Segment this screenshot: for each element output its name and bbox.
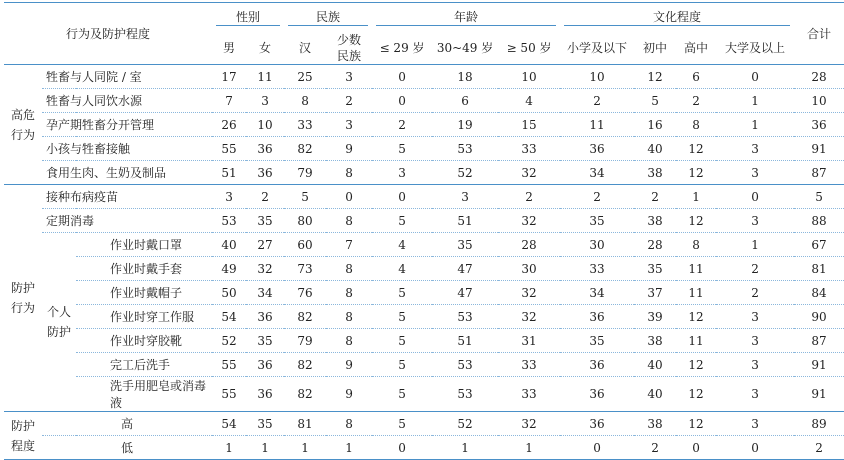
cell-value: 2 (716, 257, 794, 281)
cell-value: 2 (326, 89, 372, 113)
cell-value: 8 (326, 412, 372, 436)
cell-value: 8 (676, 233, 716, 257)
table-row (4, 137, 844, 161)
cell-value: 18 (432, 65, 498, 89)
header-gender (212, 3, 284, 32)
header-minority (326, 31, 372, 65)
header-edu-a: 小学及以下 (560, 31, 634, 65)
cell-value: 89 (794, 412, 844, 436)
cell-value: 36 (560, 137, 634, 161)
cell-value: 30 (560, 233, 634, 257)
cell-value: 11 (676, 257, 716, 281)
cell-value: 88 (794, 209, 844, 233)
row-label: 定期消毒 (42, 209, 212, 233)
cell-value: 5 (372, 353, 432, 377)
cell-value: 1 (432, 436, 498, 460)
cell-value: 0 (716, 436, 794, 460)
cell-value: 0 (372, 65, 432, 89)
cell-value: 53 (457, 387, 473, 401)
cell-value: 3 (716, 329, 794, 353)
cell-value: 6 (676, 65, 716, 89)
cell-value: 8 (284, 89, 326, 113)
cell-value: 15 (498, 113, 560, 137)
cell-value: 1 (212, 436, 246, 460)
cell-value: 36 (246, 137, 284, 161)
cell-value: 82 (284, 137, 326, 161)
cell-value: 37 (634, 281, 676, 305)
cell-value: 36 (246, 305, 284, 329)
header-minority-line1: 少数 (337, 32, 362, 47)
cell-value: 54 (212, 305, 246, 329)
cell-value: 0 (372, 89, 432, 113)
cell-value: 3 (716, 305, 794, 329)
cell-value: 1 (716, 113, 794, 137)
cell-value: 40 (634, 137, 676, 161)
cell-value: 35 (246, 412, 284, 436)
cell-value: 53 (432, 305, 498, 329)
cell-value: 9 (345, 387, 353, 401)
cell-value: 2 (560, 185, 634, 209)
cell-value: 12 (676, 137, 716, 161)
cell-value: 33 (498, 137, 560, 161)
header-gender-label: 性别 (216, 8, 280, 26)
cell-value: 87 (811, 165, 827, 180)
cell-value: 53 (432, 353, 498, 377)
cell-value: 40 (634, 353, 676, 377)
cell-value: 12 (688, 387, 704, 401)
cell-value: 81 (794, 257, 844, 281)
cell-value: 28 (498, 233, 560, 257)
cell-value: 36 (560, 353, 634, 377)
row-label: 接种布病疫苗 (42, 185, 212, 209)
cell-value: 9 (326, 353, 372, 377)
cell-value: 0 (560, 436, 634, 460)
header-age-b: 30~49 岁 (432, 31, 498, 65)
data-table (4, 2, 844, 460)
cell-value: 3 (432, 185, 498, 209)
cell-value: 38 (634, 412, 676, 436)
cell-value: 16 (634, 113, 676, 137)
cell-value: 27 (246, 233, 284, 257)
cell-value: 0 (716, 185, 794, 209)
cell-value: 47 (432, 257, 498, 281)
table-row (4, 89, 844, 113)
cell-value: 35 (560, 209, 634, 233)
cell-value: 35 (560, 329, 634, 353)
table-row (4, 185, 844, 209)
group-high-risk-line1: 高危 (10, 107, 35, 122)
cell-value: 36 (560, 305, 634, 329)
cell-value: 10 (498, 65, 560, 89)
cell-value: 51 (221, 165, 237, 180)
group-level-line1: 防护 (10, 418, 35, 433)
header-age-c: ≥ 50 岁 (498, 31, 560, 65)
cell-value: 40 (212, 233, 246, 257)
cell-value: 12 (676, 209, 716, 233)
cell-value: 31 (498, 329, 560, 353)
table-row (4, 305, 844, 329)
cell-value: 76 (284, 281, 326, 305)
row-label: 食用生肉、生奶及制品 (46, 166, 167, 180)
cell-value: 12 (688, 165, 704, 180)
cell-value: 1 (716, 233, 794, 257)
row-label: 作业时戴口罩 (76, 233, 212, 257)
row-label: 作业时穿胶靴 (76, 329, 212, 353)
cell-value: 36 (560, 412, 634, 436)
cell-value: 36 (257, 387, 273, 401)
header-ethnicity (284, 3, 372, 32)
cell-value: 32 (498, 412, 560, 436)
cell-value: 67 (794, 233, 844, 257)
row-label: 牲畜与人同院 / 室 (42, 65, 212, 89)
cell-value: 84 (794, 281, 844, 305)
cell-value: 35 (246, 329, 284, 353)
cell-value: 79 (284, 329, 326, 353)
table-row (4, 65, 844, 89)
cell-value: 3 (326, 113, 372, 137)
cell-value: 8 (676, 113, 716, 137)
cell-value: 3 (751, 387, 759, 401)
cell-value: 4 (372, 233, 432, 257)
cell-value: 10 (794, 89, 844, 113)
group-high-risk (4, 65, 42, 185)
cell-value: 5 (372, 281, 432, 305)
row-label: 小孩与牲畜接触 (42, 137, 212, 161)
cell-value: 2 (634, 436, 676, 460)
cell-value: 51 (432, 329, 498, 353)
cell-value: 2 (716, 281, 794, 305)
cell-value: 50 (212, 281, 246, 305)
header-edu-c: 高中 (676, 31, 716, 65)
cell-value: 28 (794, 65, 844, 89)
group-personal (42, 233, 76, 412)
cell-value: 0 (716, 65, 794, 89)
cell-value: 9 (326, 137, 372, 161)
cell-value: 12 (676, 353, 716, 377)
cell-value: 1 (284, 436, 326, 460)
cell-value: 26 (212, 113, 246, 137)
cell-value: 5 (372, 329, 432, 353)
cell-value: 33 (521, 387, 537, 401)
cell-value: 4 (372, 257, 432, 281)
cell-value: 34 (246, 281, 284, 305)
cell-value: 8 (326, 329, 372, 353)
cell-value: 3 (716, 209, 794, 233)
header-edu-b: 初中 (634, 31, 676, 65)
header-total: 合计 (794, 3, 844, 65)
cell-value: 35 (432, 233, 498, 257)
cell-value: 10 (560, 65, 634, 89)
cell-value: 5 (284, 185, 326, 209)
cell-value: 8 (345, 165, 353, 180)
group-personal-line2: 防护 (46, 325, 71, 339)
table-row (4, 329, 844, 353)
cell-value: 82 (284, 305, 326, 329)
cell-value: 91 (794, 353, 844, 377)
row-label: 作业时穿工作服 (76, 305, 212, 329)
cell-value: 11 (560, 113, 634, 137)
cell-value: 3 (246, 89, 284, 113)
cell-value: 87 (794, 329, 844, 353)
cell-value: 32 (246, 257, 284, 281)
cell-value: 3 (212, 185, 246, 209)
cell-value: 11 (246, 65, 284, 89)
row-label: 高 (42, 412, 212, 436)
cell-value: 0 (326, 185, 372, 209)
cell-value: 1 (498, 436, 560, 460)
cell-value: 52 (212, 329, 246, 353)
row-label: 低 (42, 436, 212, 460)
table-row (4, 436, 844, 460)
cell-value: 1 (246, 436, 284, 460)
cell-value: 8 (326, 209, 372, 233)
cell-value: 5 (372, 305, 432, 329)
table-body (4, 65, 844, 460)
cell-value: 12 (634, 65, 676, 89)
table-row (4, 113, 844, 137)
cell-value: 3 (326, 65, 372, 89)
cell-value: 51 (432, 209, 498, 233)
row-label: 孕产期牲畜分开管理 (42, 113, 212, 137)
group-level-line2: 程度 (10, 438, 35, 453)
cell-value: 55 (212, 353, 246, 377)
cell-value: 60 (284, 233, 326, 257)
group-personal-line1: 个人 (46, 305, 71, 319)
cell-value: 53 (432, 137, 498, 161)
cell-value: 5 (794, 185, 844, 209)
cell-value: 1 (676, 185, 716, 209)
cell-value: 90 (794, 305, 844, 329)
cell-value: 79 (297, 165, 313, 180)
cell-value: 1 (326, 436, 372, 460)
cell-value: 91 (811, 387, 827, 401)
header-education-label: 文化程度 (564, 8, 790, 26)
header-minority-line2: 民族 (337, 48, 362, 63)
cell-value: 47 (432, 281, 498, 305)
cell-value: 2 (246, 185, 284, 209)
row-label: 洗手用肥皂或消毒液 (110, 379, 207, 410)
cell-value: 11 (676, 281, 716, 305)
cell-value: 6 (432, 89, 498, 113)
cell-value: 8 (326, 281, 372, 305)
table-row (4, 353, 844, 377)
table-row (4, 377, 844, 412)
header-age-a: ≤ 29 岁 (372, 31, 432, 65)
cell-value: 0 (372, 436, 432, 460)
cell-value: 38 (634, 329, 676, 353)
table-row (4, 412, 844, 436)
cell-value: 3 (716, 353, 794, 377)
cell-value: 49 (212, 257, 246, 281)
cell-value: 33 (284, 113, 326, 137)
cell-value: 7 (326, 233, 372, 257)
header-female: 女 (246, 31, 284, 65)
cell-value: 17 (212, 65, 246, 89)
header-edu-d: 大学及以上 (716, 31, 794, 65)
header-behavior: 行为及防护程度 (4, 3, 212, 65)
cell-value: 10 (246, 113, 284, 137)
table-row (4, 209, 844, 233)
table-row (4, 257, 844, 281)
group-protect-line1: 防护 (10, 281, 35, 295)
cell-value: 32 (521, 165, 537, 180)
table-row (4, 233, 844, 257)
cell-value: 33 (498, 353, 560, 377)
cell-value: 82 (297, 387, 313, 401)
cell-value: 5 (398, 387, 406, 401)
cell-value: 5 (372, 209, 432, 233)
cell-value: 2 (676, 89, 716, 113)
cell-value: 55 (221, 387, 237, 401)
cell-value: 80 (284, 209, 326, 233)
cell-value: 28 (634, 233, 676, 257)
cell-value: 30 (498, 257, 560, 281)
cell-value: 38 (647, 165, 663, 180)
cell-value: 53 (212, 209, 246, 233)
cell-value: 32 (498, 281, 560, 305)
cell-value: 7 (212, 89, 246, 113)
cell-value: 25 (284, 65, 326, 89)
header-male: 男 (212, 31, 246, 65)
cell-value: 3 (716, 137, 794, 161)
cell-value: 19 (432, 113, 498, 137)
cell-value: 38 (634, 209, 676, 233)
cell-value: 52 (432, 412, 498, 436)
group-protect (4, 185, 42, 412)
cell-value: 82 (284, 353, 326, 377)
cell-value: 5 (634, 89, 676, 113)
cell-value: 34 (560, 281, 634, 305)
cell-value: 39 (634, 305, 676, 329)
cell-value: 2 (634, 185, 676, 209)
cell-value: 2 (560, 89, 634, 113)
row-label: 牲畜与人同饮水源 (42, 89, 212, 113)
cell-value: 40 (647, 387, 663, 401)
row-label: 作业时戴手套 (76, 257, 212, 281)
cell-value: 36 (794, 113, 844, 137)
cell-value: 12 (676, 412, 716, 436)
table-row (4, 161, 844, 185)
table-row (4, 281, 844, 305)
group-high-risk-line2: 行为 (10, 127, 35, 142)
row-label: 作业时戴帽子 (76, 281, 212, 305)
header-education (560, 3, 794, 32)
header-age (372, 3, 560, 32)
cell-value: 35 (634, 257, 676, 281)
cell-value: 2 (794, 436, 844, 460)
cell-value: 54 (212, 412, 246, 436)
cell-value: 2 (372, 113, 432, 137)
cell-value: 11 (676, 329, 716, 353)
header-han: 汉 (284, 31, 326, 65)
cell-value: 55 (212, 137, 246, 161)
cell-value: 32 (498, 305, 560, 329)
group-level (4, 412, 42, 460)
cell-value: 0 (676, 436, 716, 460)
header-ethnicity-label: 民族 (288, 8, 368, 26)
cell-value: 0 (372, 185, 432, 209)
cell-value: 8 (326, 305, 372, 329)
cell-value: 36 (246, 353, 284, 377)
cell-value: 36 (257, 165, 273, 180)
cell-value: 3 (716, 412, 794, 436)
cell-value: 3 (398, 165, 406, 180)
group-protect-line2: 行为 (10, 301, 35, 315)
cell-value: 5 (372, 412, 432, 436)
cell-value: 4 (498, 89, 560, 113)
cell-value: 73 (284, 257, 326, 281)
cell-value: 3 (751, 165, 759, 180)
cell-value: 2 (498, 185, 560, 209)
cell-value: 32 (498, 209, 560, 233)
cell-value: 36 (589, 387, 605, 401)
cell-value: 81 (284, 412, 326, 436)
cell-value: 52 (457, 165, 473, 180)
cell-value: 8 (326, 257, 372, 281)
cell-value: 5 (372, 137, 432, 161)
row-label: 完工后洗手 (76, 353, 212, 377)
cell-value: 33 (560, 257, 634, 281)
cell-value: 35 (246, 209, 284, 233)
cell-value: 12 (676, 305, 716, 329)
cell-value: 1 (716, 89, 794, 113)
header-age-label: 年龄 (376, 8, 556, 26)
cell-value: 34 (589, 165, 605, 180)
cell-value: 91 (794, 137, 844, 161)
